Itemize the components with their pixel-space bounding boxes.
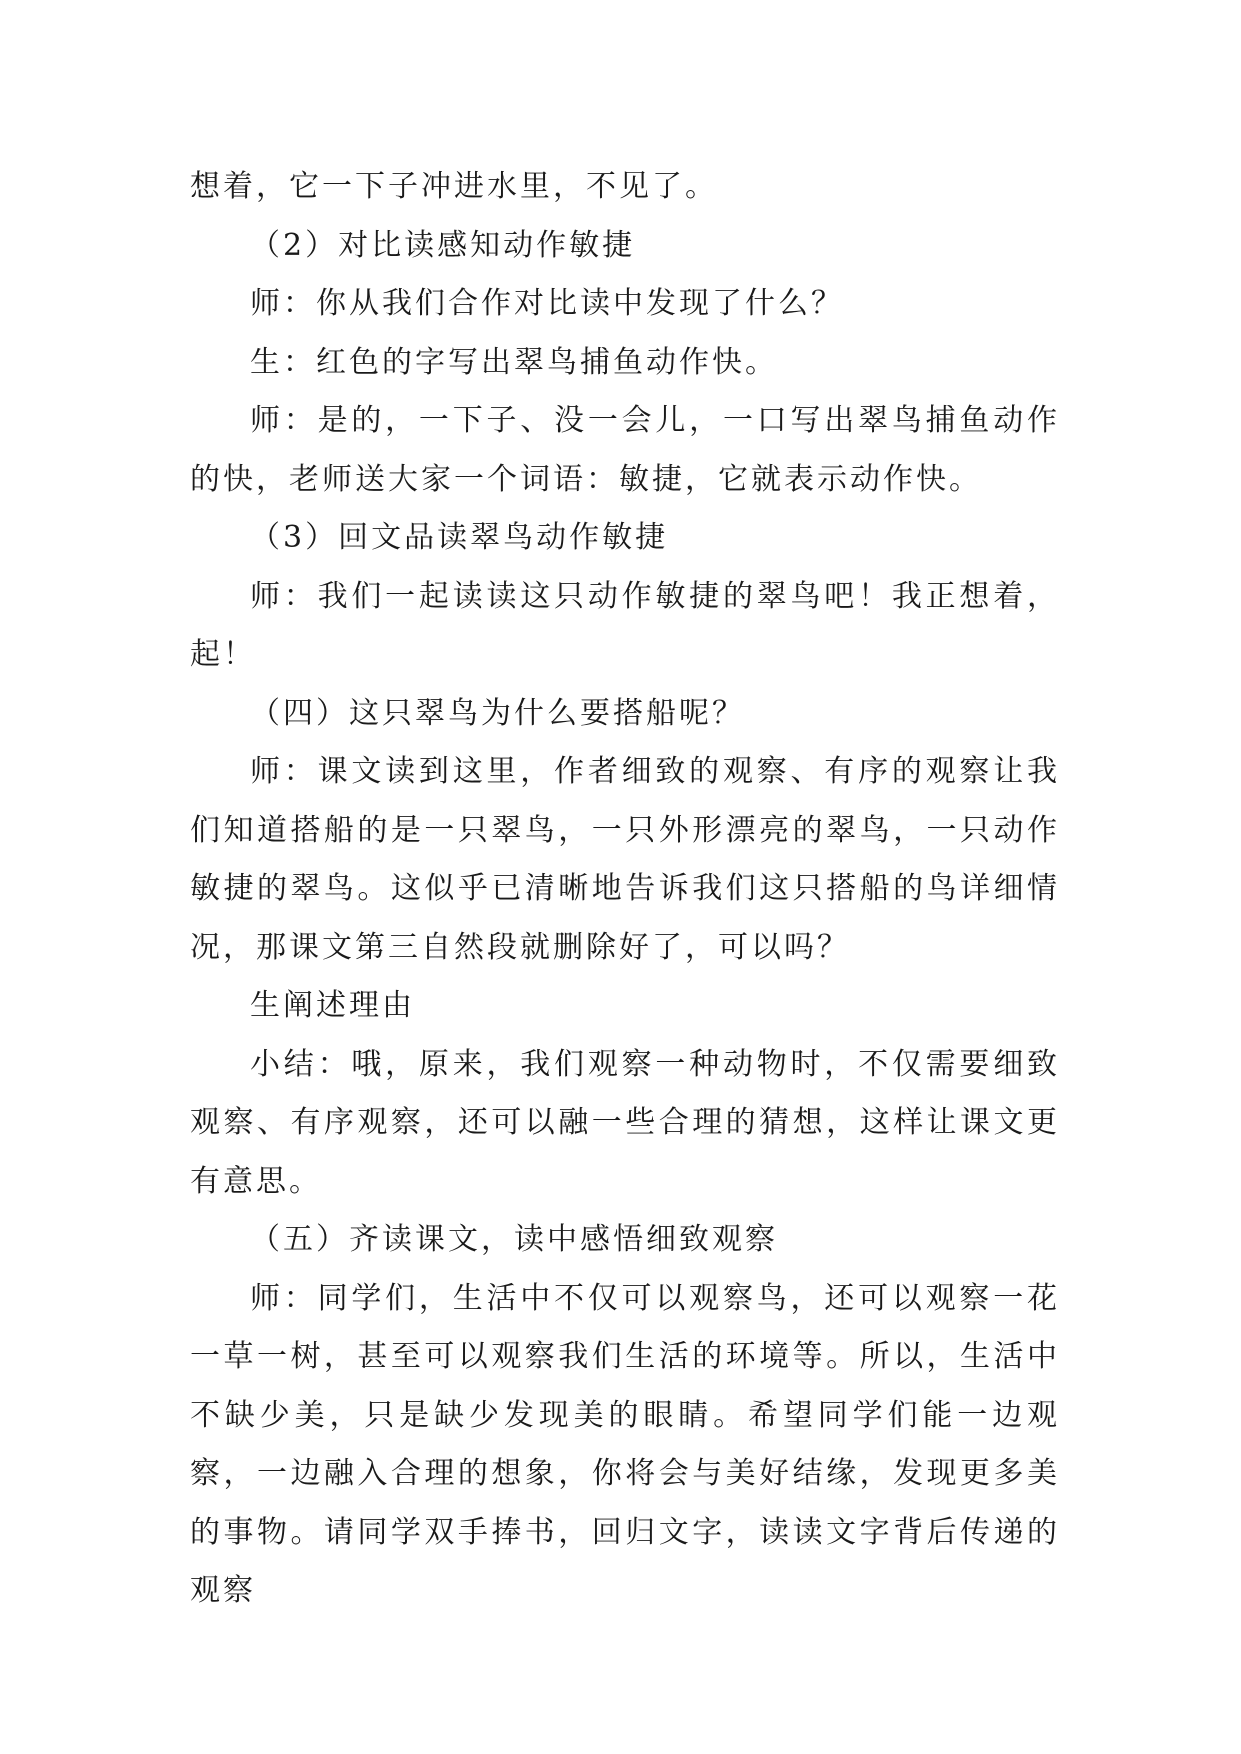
paragraph-student-reasons: 生阐述理由 bbox=[250, 988, 415, 1023]
paragraph-continued: 想着，它一下子冲进水里，不见了。 bbox=[190, 169, 718, 204]
paragraph-student-answer: 生：红色的字写出翠鸟捕鱼动作快。 bbox=[250, 344, 778, 380]
paragraph-summary: 小结：哦，原来，我们观察一种动物时，不仅需要细致观察、有序观察，还可以融一些合理的猜想，这样让课文更有意思。 bbox=[190, 1046, 1060, 1199]
section-heading-five: （五）齐读课文，读中感悟细致观察 bbox=[250, 1222, 778, 1257]
document-body bbox=[190, 158, 1060, 1621]
paragraph-teacher-explanation: 师：是的，一下子、没一会儿，一口写出翠鸟捕鱼动作的快，老师送大家一个词语：敏捷，它就表示动作快。 bbox=[190, 403, 1060, 497]
subheading-contrast-reading: （2）对比读感知动作敏捷 bbox=[250, 227, 636, 263]
paragraph-teacher-closing: 师：同学们，生活中不仅可以观察鸟，还可以观察一花一草一树，甚至可以观察我们生活的环境等。所以，生活中不缺少美，只是缺少发现美的眼睛。希望同学们能一边观察，一边融入合理的想象，你将会与美好结缘，发现更多美的事物。请同学双手捧书，回归文字，读读文字背后传递的观察 bbox=[190, 1280, 1060, 1608]
paragraph-teacher-discussion: 师：课文读到这里，作者细致的观察、有序的观察让我们知道搭船的是一只翠鸟，一只外形漂亮的翠鸟，一只动作敏捷的翠鸟。这似乎已清晰地告诉我们这只搭船的鸟详细情况，那课文第三自然段就删除好了，可以吗？ bbox=[190, 754, 1060, 965]
paragraph-teacher-read-together: 师：我们一起读读这只动作敏捷的翠鸟吧！我正想着，起！ bbox=[190, 578, 1060, 672]
subheading-reread: （3）回文品读翠鸟动作敏捷 bbox=[250, 520, 669, 555]
section-heading-four: （四）这只翠鸟为什么要搭船呢？ bbox=[250, 695, 745, 731]
paragraph-teacher-question: 师：你从我们合作对比读中发现了什么？ bbox=[250, 286, 844, 321]
